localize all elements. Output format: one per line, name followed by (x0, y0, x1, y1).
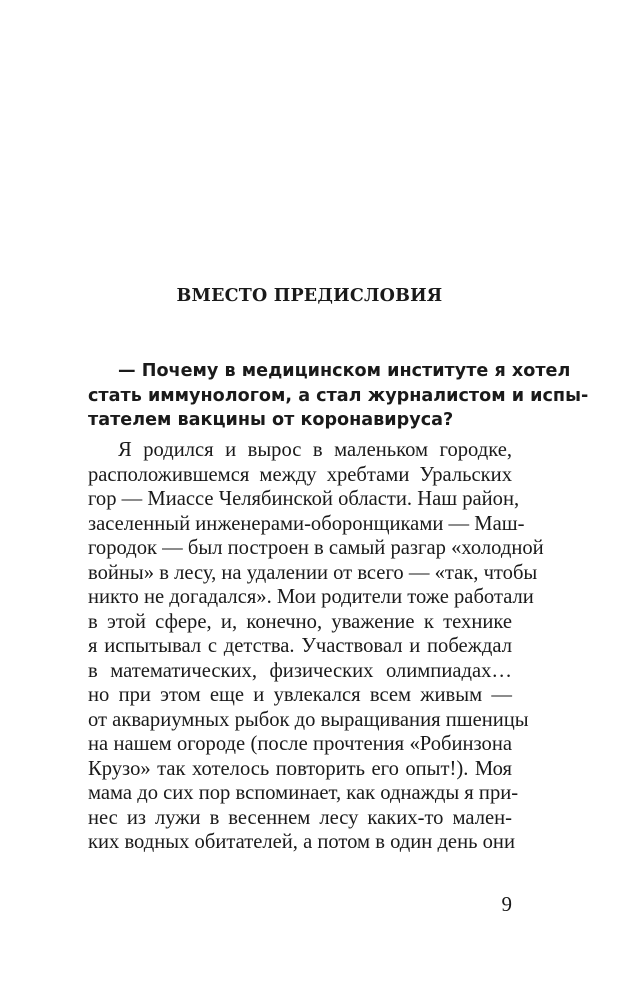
body-line: Я родился и вырос в маленьком городке, (118, 439, 512, 461)
page-number: 9 (501, 892, 512, 916)
body-line: на нашем огороде (после прочтения «Робинзона (88, 733, 512, 755)
body-line: никто не догадался». Мои родители тоже работали (88, 586, 534, 608)
chapter-title: ВМЕСТО ПРЕДИСЛОВИЯ (176, 286, 443, 306)
question-line: стать иммунологом, а стал журналистом и испы- (88, 385, 589, 406)
body-line: войны» в лесу, на удалении от всего — «так, чтобы (88, 561, 538, 584)
body-line: гор — Миассе Челябинской области. Наш район, (88, 488, 520, 510)
question-heading (88, 359, 589, 433)
body-line: ких водных обитателей, а потом в один день они (88, 831, 515, 853)
body-line: нес из лужи в весеннем лесу каких-то мален- (88, 806, 512, 829)
body-line: я испытывал с детства. Участвовал и побеждал (88, 635, 512, 657)
body-line: мама до сих пор вспоминает, как однажды я при- (88, 782, 519, 804)
body-line: городок — был построен в самый разгар «холодной (88, 537, 544, 559)
body-line: расположившемся между хребтами Уральских (88, 463, 512, 486)
question-line: тателем вакцины от коронавируса? (88, 410, 454, 431)
body-line: от аквариумных рыбок до выращивания пшеницы (88, 708, 529, 731)
body-paragraph (88, 438, 544, 855)
body-line: в этой сфере, и, конечно, уважение к технике (88, 610, 512, 633)
body-line: в математических, физических олимпиадах… (88, 659, 512, 682)
body-line: заселенный инженерами-оборонщиками — Маш- (88, 512, 525, 535)
body-line: Крузо» так хотелось повторить его опыт!). Моя (88, 757, 512, 780)
question-line: — Почему в медицинском институте я хотел (118, 361, 571, 381)
body-line: но при этом еще и увлекался всем живым — (88, 684, 512, 706)
